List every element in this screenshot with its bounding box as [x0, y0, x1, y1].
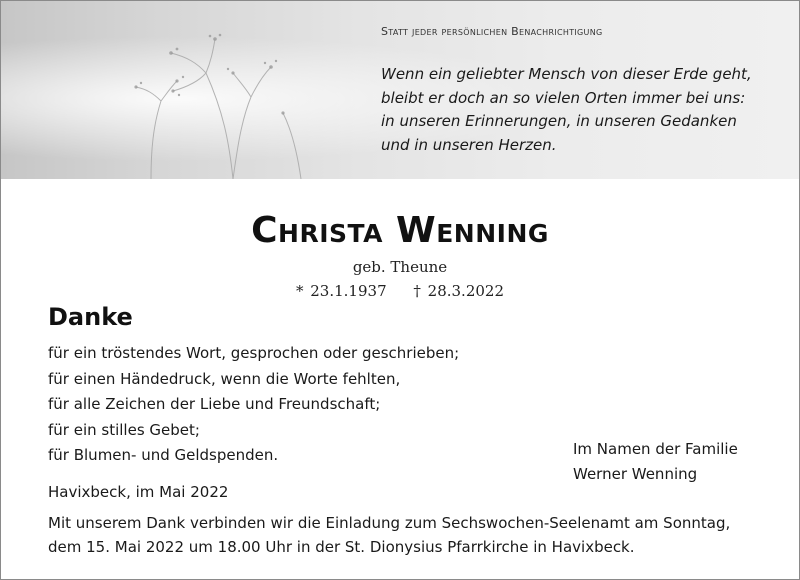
thanks-line: für ein tröstendes Wort, gesprochen oder geschrieben; — [48, 344, 460, 362]
death-date: † 28.3.2022 — [413, 282, 504, 300]
invitation-text — [48, 512, 788, 559]
header-photo — [1, 1, 799, 179]
thanks-line: für einen Händedruck, wenn die Worte fehlten, — [48, 369, 401, 388]
thanks-line: für ein stilles Gebet; — [48, 420, 200, 439]
thanks-list — [48, 341, 459, 469]
poem-line: und in unseren Herzen. — [381, 135, 557, 154]
invitation-line: Mit unserem Dank verbinden wir die Einladung zum Sechswochen-Seelenamt am Sonntag, — [48, 514, 731, 532]
life-dates — [1, 282, 799, 300]
invitation-line: dem 15. Mai 2022 um 18.00 Uhr in der St. Dionysius Pfarrkirche in Havixbeck. — [48, 537, 635, 556]
family-line: Im Namen der Familie — [573, 440, 738, 458]
birth-name: geb. Theune — [352, 258, 448, 276]
thanks-heading: Danke — [48, 303, 133, 331]
deceased-name: Christa Wenning — [251, 210, 549, 251]
dried-plant-image — [1, 1, 361, 179]
thanks-line: für Blumen- und Geldspenden. — [48, 446, 279, 464]
family-name: Werner Wenning — [573, 465, 698, 483]
birth-date: * 23.1.1937 — [296, 282, 387, 300]
place-and-date: Havixbeck, im Mai 2022 — [48, 483, 229, 501]
poem-line: in unseren Erinnerungen, in unseren Gedanken — [381, 112, 737, 130]
family-signature — [573, 437, 738, 487]
poem-line: Wenn ein geliebter Mensch von dieser Erde geht, — [381, 65, 752, 83]
thanks-line: für alle Zeichen der Liebe und Freundschaft; — [48, 395, 381, 413]
header-notice-line: Statt jeder persönlichen Benachrichtigung — [381, 25, 603, 38]
poem — [381, 63, 791, 157]
poem-line: bleibt er doch an so vielen Orten immer bei uns: — [381, 88, 746, 107]
